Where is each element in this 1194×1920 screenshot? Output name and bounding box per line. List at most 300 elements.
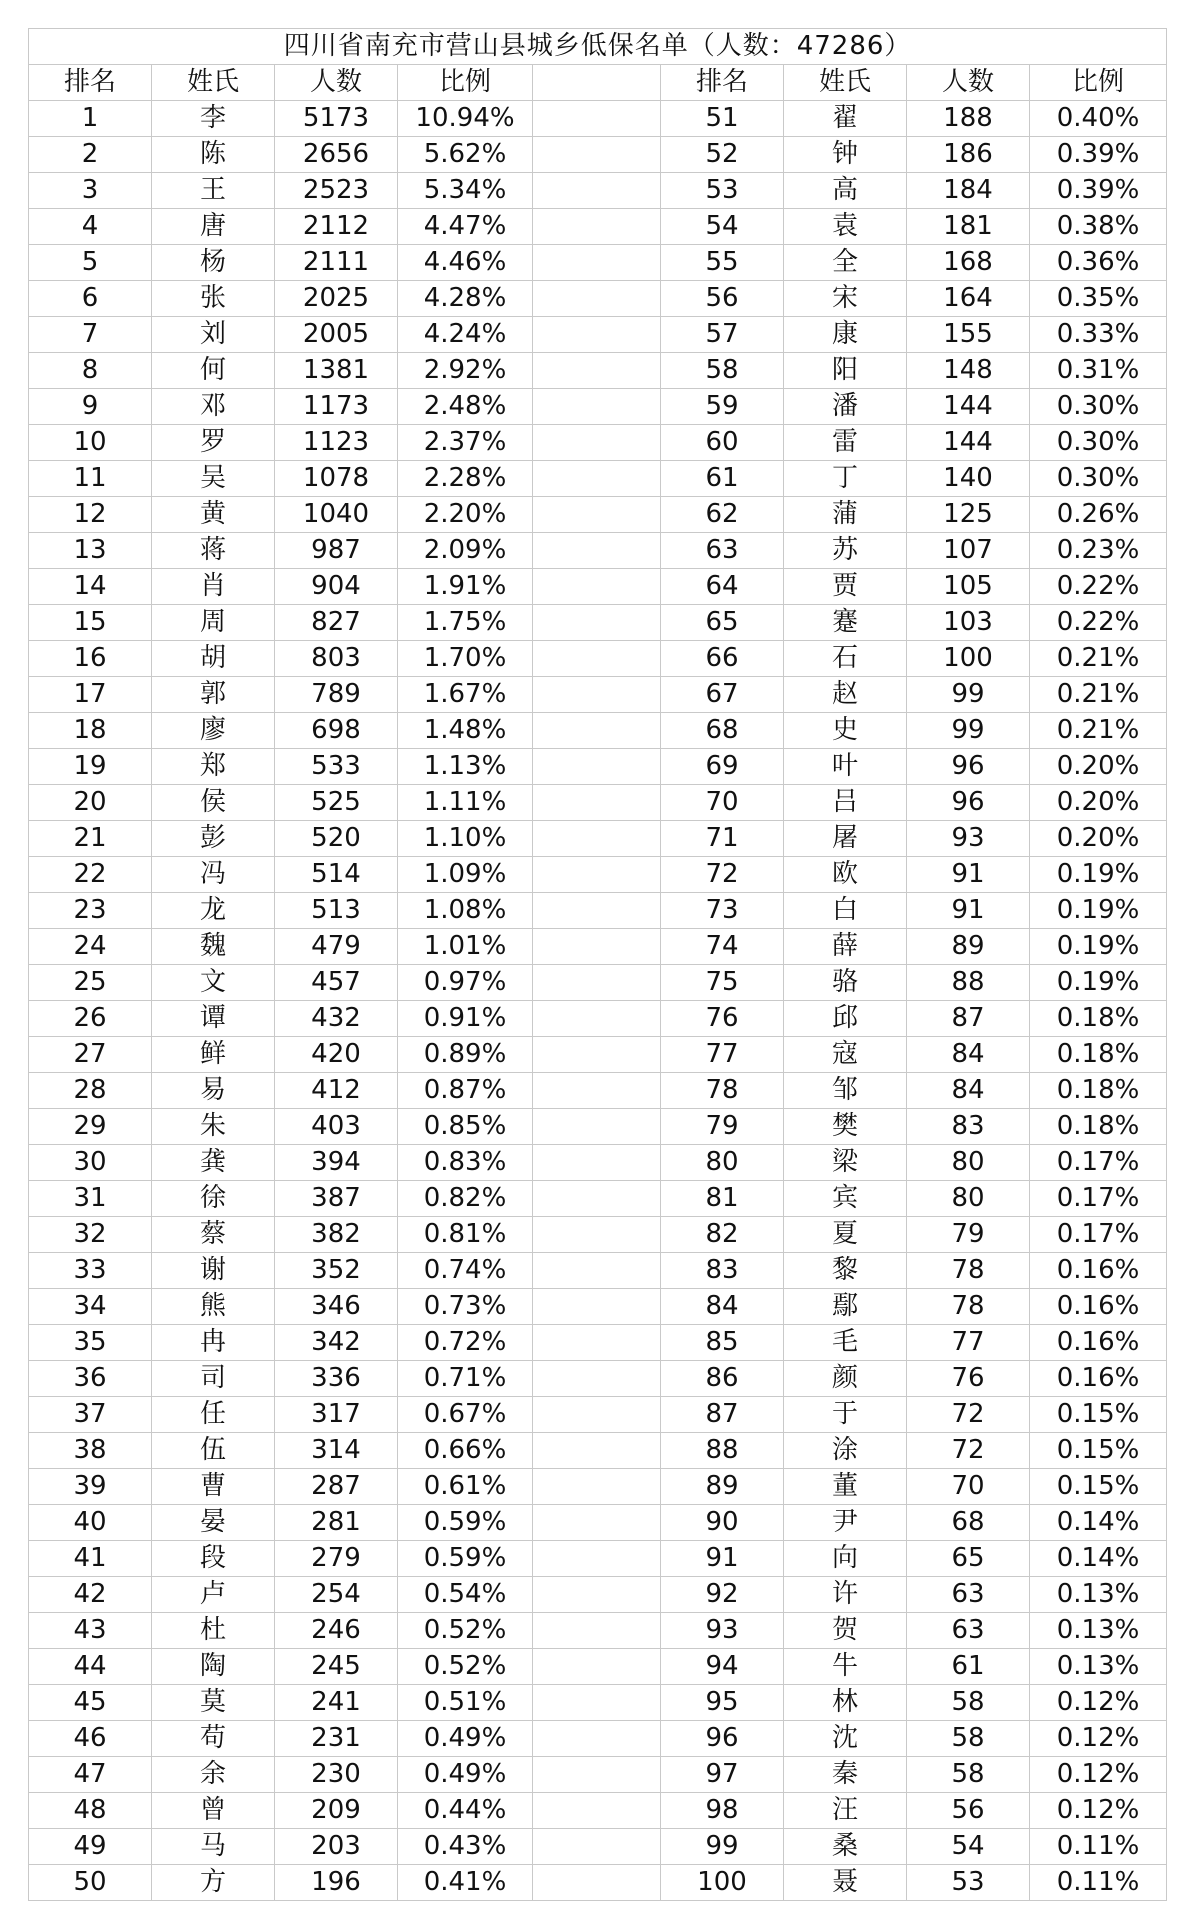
ratio-cell-left: 4.28% — [398, 281, 533, 317]
surname-cell-left: 曹 — [152, 1469, 275, 1505]
count-cell-left: 2025 — [275, 281, 398, 317]
surname-cell-left: 周 — [152, 605, 275, 641]
count-cell-left: 245 — [275, 1649, 398, 1685]
ratio-cell-right: 0.12% — [1030, 1721, 1167, 1757]
surname-cell-left: 陈 — [152, 137, 275, 173]
count-cell-left: 317 — [275, 1397, 398, 1433]
ratio-cell-left: 0.83% — [398, 1145, 533, 1181]
title-row — [29, 29, 1167, 65]
ratio-cell-left: 2.09% — [398, 533, 533, 569]
ratio-cell-left: 1.01% — [398, 929, 533, 965]
gap-cell — [533, 1649, 661, 1685]
surname-cell-right: 董 — [784, 1469, 907, 1505]
gap-cell — [533, 1505, 661, 1541]
header-count-right: 人数 — [907, 65, 1030, 101]
ratio-cell-left: 0.66% — [398, 1433, 533, 1469]
count-cell-left: 246 — [275, 1613, 398, 1649]
table-row — [29, 1829, 1167, 1865]
count-cell-right: 107 — [907, 533, 1030, 569]
rank-cell-right: 73 — [661, 893, 784, 929]
table-row — [29, 281, 1167, 317]
surname-cell-left: 易 — [152, 1073, 275, 1109]
rank-cell-left: 7 — [29, 317, 152, 353]
surname-cell-right: 薛 — [784, 929, 907, 965]
surname-cell-right: 潘 — [784, 389, 907, 425]
table-row — [29, 1433, 1167, 1469]
table-row — [29, 821, 1167, 857]
count-cell-left: 698 — [275, 713, 398, 749]
rank-cell-left: 2 — [29, 137, 152, 173]
ratio-cell-right: 0.26% — [1030, 497, 1167, 533]
rank-cell-left: 44 — [29, 1649, 152, 1685]
table-row — [29, 1145, 1167, 1181]
table-title: 四川省南充市营山县城乡低保名单（人数：47286） — [29, 29, 1167, 65]
surname-cell-left: 文 — [152, 965, 275, 1001]
gap-cell — [533, 1469, 661, 1505]
rank-cell-left: 40 — [29, 1505, 152, 1541]
table-row — [29, 137, 1167, 173]
surname-cell-left: 杨 — [152, 245, 275, 281]
count-cell-right: 103 — [907, 605, 1030, 641]
table-row — [29, 1577, 1167, 1613]
ratio-cell-left: 1.70% — [398, 641, 533, 677]
ratio-cell-right: 0.22% — [1030, 605, 1167, 641]
ratio-cell-left: 1.67% — [398, 677, 533, 713]
count-cell-left: 314 — [275, 1433, 398, 1469]
gap-cell — [533, 1001, 661, 1037]
rank-cell-right: 69 — [661, 749, 784, 785]
gap-cell — [533, 1613, 661, 1649]
count-cell-left: 254 — [275, 1577, 398, 1613]
gap-cell — [533, 1721, 661, 1757]
ratio-cell-left: 0.51% — [398, 1685, 533, 1721]
gap-cell — [533, 533, 661, 569]
surname-cell-left: 邓 — [152, 389, 275, 425]
gap-cell — [533, 1757, 661, 1793]
rank-cell-right: 92 — [661, 1577, 784, 1613]
ratio-cell-left: 0.49% — [398, 1757, 533, 1793]
surname-cell-right: 沈 — [784, 1721, 907, 1757]
surname-table — [28, 28, 1167, 1901]
count-cell-left: 279 — [275, 1541, 398, 1577]
table-row — [29, 1001, 1167, 1037]
surname-cell-left: 马 — [152, 1829, 275, 1865]
header-gap — [533, 65, 661, 101]
gap-cell — [533, 857, 661, 893]
table-row — [29, 245, 1167, 281]
rank-cell-right: 68 — [661, 713, 784, 749]
rank-cell-left: 42 — [29, 1577, 152, 1613]
rank-cell-right: 75 — [661, 965, 784, 1001]
count-cell-left: 513 — [275, 893, 398, 929]
rank-cell-left: 1 — [29, 101, 152, 137]
ratio-cell-left: 4.24% — [398, 317, 533, 353]
table-row — [29, 1469, 1167, 1505]
ratio-cell-right: 0.39% — [1030, 137, 1167, 173]
ratio-cell-right: 0.15% — [1030, 1433, 1167, 1469]
surname-cell-right: 尹 — [784, 1505, 907, 1541]
gap-cell — [533, 1577, 661, 1613]
table-row — [29, 461, 1167, 497]
table-row — [29, 1253, 1167, 1289]
gap-cell — [533, 965, 661, 1001]
surname-cell-left: 黄 — [152, 497, 275, 533]
count-cell-right: 144 — [907, 389, 1030, 425]
count-cell-right: 91 — [907, 857, 1030, 893]
surname-cell-right: 林 — [784, 1685, 907, 1721]
count-cell-right: 93 — [907, 821, 1030, 857]
table-row — [29, 1037, 1167, 1073]
count-cell-right: 79 — [907, 1217, 1030, 1253]
gap-cell — [533, 1433, 661, 1469]
table-row — [29, 1721, 1167, 1757]
table-row — [29, 1685, 1167, 1721]
ratio-cell-right: 0.11% — [1030, 1829, 1167, 1865]
gap-cell — [533, 1829, 661, 1865]
surname-cell-left: 何 — [152, 353, 275, 389]
gap-cell — [533, 677, 661, 713]
table-row — [29, 749, 1167, 785]
surname-cell-right: 黎 — [784, 1253, 907, 1289]
rank-cell-left: 30 — [29, 1145, 152, 1181]
surname-cell-left: 方 — [152, 1865, 275, 1901]
rank-cell-left: 48 — [29, 1793, 152, 1829]
gap-cell — [533, 713, 661, 749]
count-cell-left: 479 — [275, 929, 398, 965]
ratio-cell-right: 0.12% — [1030, 1685, 1167, 1721]
ratio-cell-right: 0.33% — [1030, 317, 1167, 353]
count-cell-left: 1078 — [275, 461, 398, 497]
gap-cell — [533, 749, 661, 785]
count-cell-left: 342 — [275, 1325, 398, 1361]
surname-cell-left: 曾 — [152, 1793, 275, 1829]
ratio-cell-left: 5.34% — [398, 173, 533, 209]
count-cell-left: 209 — [275, 1793, 398, 1829]
surname-cell-left: 李 — [152, 101, 275, 137]
table-row — [29, 1181, 1167, 1217]
gap-cell — [533, 1541, 661, 1577]
count-cell-left: 1123 — [275, 425, 398, 461]
rank-cell-right: 51 — [661, 101, 784, 137]
ratio-cell-left: 0.87% — [398, 1073, 533, 1109]
surname-cell-left: 廖 — [152, 713, 275, 749]
count-cell-right: 54 — [907, 1829, 1030, 1865]
count-cell-right: 89 — [907, 929, 1030, 965]
count-cell-right: 84 — [907, 1073, 1030, 1109]
count-cell-left: 2111 — [275, 245, 398, 281]
rank-cell-left: 19 — [29, 749, 152, 785]
table-row — [29, 785, 1167, 821]
rank-cell-left: 12 — [29, 497, 152, 533]
count-cell-right: 58 — [907, 1721, 1030, 1757]
rank-cell-right: 83 — [661, 1253, 784, 1289]
table-row — [29, 893, 1167, 929]
surname-cell-left: 吴 — [152, 461, 275, 497]
table-row — [29, 929, 1167, 965]
ratio-cell-right: 0.19% — [1030, 965, 1167, 1001]
gap-cell — [533, 1397, 661, 1433]
surname-cell-right: 宋 — [784, 281, 907, 317]
table-row — [29, 1217, 1167, 1253]
count-cell-right: 105 — [907, 569, 1030, 605]
header-ratio-right: 比例 — [1030, 65, 1167, 101]
surname-cell-right: 欧 — [784, 857, 907, 893]
table-row — [29, 857, 1167, 893]
gap-cell — [533, 425, 661, 461]
surname-cell-right: 贾 — [784, 569, 907, 605]
ratio-cell-right: 0.39% — [1030, 173, 1167, 209]
rank-cell-left: 39 — [29, 1469, 152, 1505]
surname-cell-left: 晏 — [152, 1505, 275, 1541]
rank-cell-left: 31 — [29, 1181, 152, 1217]
gap-cell — [533, 281, 661, 317]
ratio-cell-right: 0.30% — [1030, 425, 1167, 461]
rank-cell-left: 3 — [29, 173, 152, 209]
count-cell-right: 53 — [907, 1865, 1030, 1901]
rank-cell-right: 97 — [661, 1757, 784, 1793]
rank-cell-right: 64 — [661, 569, 784, 605]
ratio-cell-left: 2.28% — [398, 461, 533, 497]
count-cell-left: 403 — [275, 1109, 398, 1145]
surname-cell-left: 徐 — [152, 1181, 275, 1217]
rank-cell-left: 20 — [29, 785, 152, 821]
rank-cell-right: 91 — [661, 1541, 784, 1577]
rank-cell-right: 59 — [661, 389, 784, 425]
table-row — [29, 965, 1167, 1001]
rank-cell-left: 45 — [29, 1685, 152, 1721]
rank-cell-right: 85 — [661, 1325, 784, 1361]
table-row — [29, 1397, 1167, 1433]
gap-cell — [533, 1073, 661, 1109]
ratio-cell-left: 0.61% — [398, 1469, 533, 1505]
ratio-cell-left: 0.89% — [398, 1037, 533, 1073]
rank-cell-left: 11 — [29, 461, 152, 497]
table-row — [29, 605, 1167, 641]
ratio-cell-left: 2.92% — [398, 353, 533, 389]
count-cell-left: 789 — [275, 677, 398, 713]
ratio-cell-left: 0.54% — [398, 1577, 533, 1613]
ratio-cell-left: 0.52% — [398, 1649, 533, 1685]
ratio-cell-left: 4.47% — [398, 209, 533, 245]
gap-cell — [533, 1145, 661, 1181]
ratio-cell-right: 0.16% — [1030, 1361, 1167, 1397]
ratio-cell-right: 0.16% — [1030, 1253, 1167, 1289]
surname-cell-right: 汪 — [784, 1793, 907, 1829]
rank-cell-right: 81 — [661, 1181, 784, 1217]
surname-cell-right: 蹇 — [784, 605, 907, 641]
surname-cell-right: 钟 — [784, 137, 907, 173]
ratio-cell-left: 0.97% — [398, 965, 533, 1001]
count-cell-left: 231 — [275, 1721, 398, 1757]
count-cell-left: 287 — [275, 1469, 398, 1505]
rank-cell-right: 98 — [661, 1793, 784, 1829]
count-cell-right: 99 — [907, 713, 1030, 749]
ratio-cell-left: 0.82% — [398, 1181, 533, 1217]
rank-cell-left: 26 — [29, 1001, 152, 1037]
table-row — [29, 1361, 1167, 1397]
gap-cell — [533, 137, 661, 173]
count-cell-left: 281 — [275, 1505, 398, 1541]
ratio-cell-left: 0.44% — [398, 1793, 533, 1829]
surname-cell-left: 伍 — [152, 1433, 275, 1469]
rank-cell-left: 33 — [29, 1253, 152, 1289]
ratio-cell-left: 1.48% — [398, 713, 533, 749]
count-cell-left: 1173 — [275, 389, 398, 425]
rank-cell-left: 14 — [29, 569, 152, 605]
table-row — [29, 425, 1167, 461]
surname-cell-left: 蔡 — [152, 1217, 275, 1253]
count-cell-right: 76 — [907, 1361, 1030, 1397]
rank-cell-right: 65 — [661, 605, 784, 641]
surname-cell-right: 向 — [784, 1541, 907, 1577]
count-cell-right: 186 — [907, 137, 1030, 173]
rank-cell-left: 5 — [29, 245, 152, 281]
table-row — [29, 1325, 1167, 1361]
surname-cell-right: 颜 — [784, 1361, 907, 1397]
count-cell-right: 88 — [907, 965, 1030, 1001]
ratio-cell-right: 0.21% — [1030, 677, 1167, 713]
gap-cell — [533, 1217, 661, 1253]
rank-cell-right: 66 — [661, 641, 784, 677]
table-row — [29, 569, 1167, 605]
surname-cell-right: 白 — [784, 893, 907, 929]
rank-cell-right: 88 — [661, 1433, 784, 1469]
surname-cell-left: 余 — [152, 1757, 275, 1793]
count-cell-right: 63 — [907, 1613, 1030, 1649]
table-row — [29, 641, 1167, 677]
surname-cell-left: 谢 — [152, 1253, 275, 1289]
ratio-cell-right: 0.15% — [1030, 1469, 1167, 1505]
ratio-cell-right: 0.13% — [1030, 1613, 1167, 1649]
ratio-cell-right: 0.18% — [1030, 1001, 1167, 1037]
surname-cell-left: 刘 — [152, 317, 275, 353]
ratio-cell-right: 0.21% — [1030, 641, 1167, 677]
rank-cell-left: 16 — [29, 641, 152, 677]
gap-cell — [533, 821, 661, 857]
count-cell-right: 96 — [907, 749, 1030, 785]
surname-cell-left: 唐 — [152, 209, 275, 245]
surname-cell-left: 龙 — [152, 893, 275, 929]
ratio-cell-left: 0.74% — [398, 1253, 533, 1289]
count-cell-left: 2005 — [275, 317, 398, 353]
table-row — [29, 209, 1167, 245]
surname-cell-left: 冯 — [152, 857, 275, 893]
table-row — [29, 173, 1167, 209]
count-cell-right: 61 — [907, 1649, 1030, 1685]
ratio-cell-right: 0.36% — [1030, 245, 1167, 281]
gap-cell — [533, 1361, 661, 1397]
ratio-cell-left: 0.41% — [398, 1865, 533, 1901]
ratio-cell-right: 0.16% — [1030, 1289, 1167, 1325]
gap-cell — [533, 605, 661, 641]
surname-cell-right: 桑 — [784, 1829, 907, 1865]
ratio-cell-right: 0.17% — [1030, 1145, 1167, 1181]
count-cell-right: 78 — [907, 1253, 1030, 1289]
rank-cell-left: 36 — [29, 1361, 152, 1397]
table-row — [29, 533, 1167, 569]
gap-cell — [533, 461, 661, 497]
surname-table-sheet — [28, 28, 1166, 1901]
ratio-cell-left: 0.52% — [398, 1613, 533, 1649]
ratio-cell-right: 0.18% — [1030, 1037, 1167, 1073]
rank-cell-left: 22 — [29, 857, 152, 893]
rank-cell-right: 62 — [661, 497, 784, 533]
rank-cell-right: 79 — [661, 1109, 784, 1145]
surname-cell-right: 梁 — [784, 1145, 907, 1181]
rank-cell-left: 15 — [29, 605, 152, 641]
rank-cell-right: 96 — [661, 1721, 784, 1757]
count-cell-left: 904 — [275, 569, 398, 605]
surname-cell-right: 于 — [784, 1397, 907, 1433]
count-cell-left: 336 — [275, 1361, 398, 1397]
surname-cell-left: 任 — [152, 1397, 275, 1433]
rank-cell-left: 24 — [29, 929, 152, 965]
surname-cell-right: 屠 — [784, 821, 907, 857]
surname-cell-right: 夏 — [784, 1217, 907, 1253]
ratio-cell-right: 0.20% — [1030, 785, 1167, 821]
surname-cell-left: 苟 — [152, 1721, 275, 1757]
rank-cell-right: 87 — [661, 1397, 784, 1433]
surname-cell-left: 张 — [152, 281, 275, 317]
surname-cell-right: 毛 — [784, 1325, 907, 1361]
ratio-cell-right: 0.19% — [1030, 893, 1167, 929]
header-count-left: 人数 — [275, 65, 398, 101]
rank-cell-right: 61 — [661, 461, 784, 497]
count-cell-left: 987 — [275, 533, 398, 569]
rank-cell-right: 63 — [661, 533, 784, 569]
ratio-cell-left: 10.94% — [398, 101, 533, 137]
surname-cell-right: 樊 — [784, 1109, 907, 1145]
count-cell-left: 1040 — [275, 497, 398, 533]
ratio-cell-right: 0.12% — [1030, 1757, 1167, 1793]
count-cell-left: 533 — [275, 749, 398, 785]
count-cell-right: 184 — [907, 173, 1030, 209]
ratio-cell-right: 0.23% — [1030, 533, 1167, 569]
rank-cell-right: 67 — [661, 677, 784, 713]
rank-cell-left: 34 — [29, 1289, 152, 1325]
count-cell-left: 432 — [275, 1001, 398, 1037]
surname-cell-left: 蒋 — [152, 533, 275, 569]
count-cell-left: 827 — [275, 605, 398, 641]
gap-cell — [533, 1037, 661, 1073]
surname-cell-right: 苏 — [784, 533, 907, 569]
table-row — [29, 1109, 1167, 1145]
header-rank-right: 排名 — [661, 65, 784, 101]
gap-cell — [533, 1793, 661, 1829]
rank-cell-right: 71 — [661, 821, 784, 857]
count-cell-right: 72 — [907, 1433, 1030, 1469]
surname-cell-left: 司 — [152, 1361, 275, 1397]
rank-cell-right: 74 — [661, 929, 784, 965]
rank-cell-left: 28 — [29, 1073, 152, 1109]
rank-cell-left: 23 — [29, 893, 152, 929]
ratio-cell-left: 0.59% — [398, 1505, 533, 1541]
rank-cell-left: 50 — [29, 1865, 152, 1901]
rank-cell-right: 94 — [661, 1649, 784, 1685]
surname-cell-left: 魏 — [152, 929, 275, 965]
count-cell-right: 58 — [907, 1685, 1030, 1721]
surname-cell-left: 鲜 — [152, 1037, 275, 1073]
surname-cell-right: 翟 — [784, 101, 907, 137]
rank-cell-right: 100 — [661, 1865, 784, 1901]
gap-cell — [533, 1325, 661, 1361]
rank-cell-left: 25 — [29, 965, 152, 1001]
surname-cell-left: 罗 — [152, 425, 275, 461]
ratio-cell-left: 1.10% — [398, 821, 533, 857]
surname-cell-right: 史 — [784, 713, 907, 749]
count-cell-right: 125 — [907, 497, 1030, 533]
rank-cell-left: 18 — [29, 713, 152, 749]
